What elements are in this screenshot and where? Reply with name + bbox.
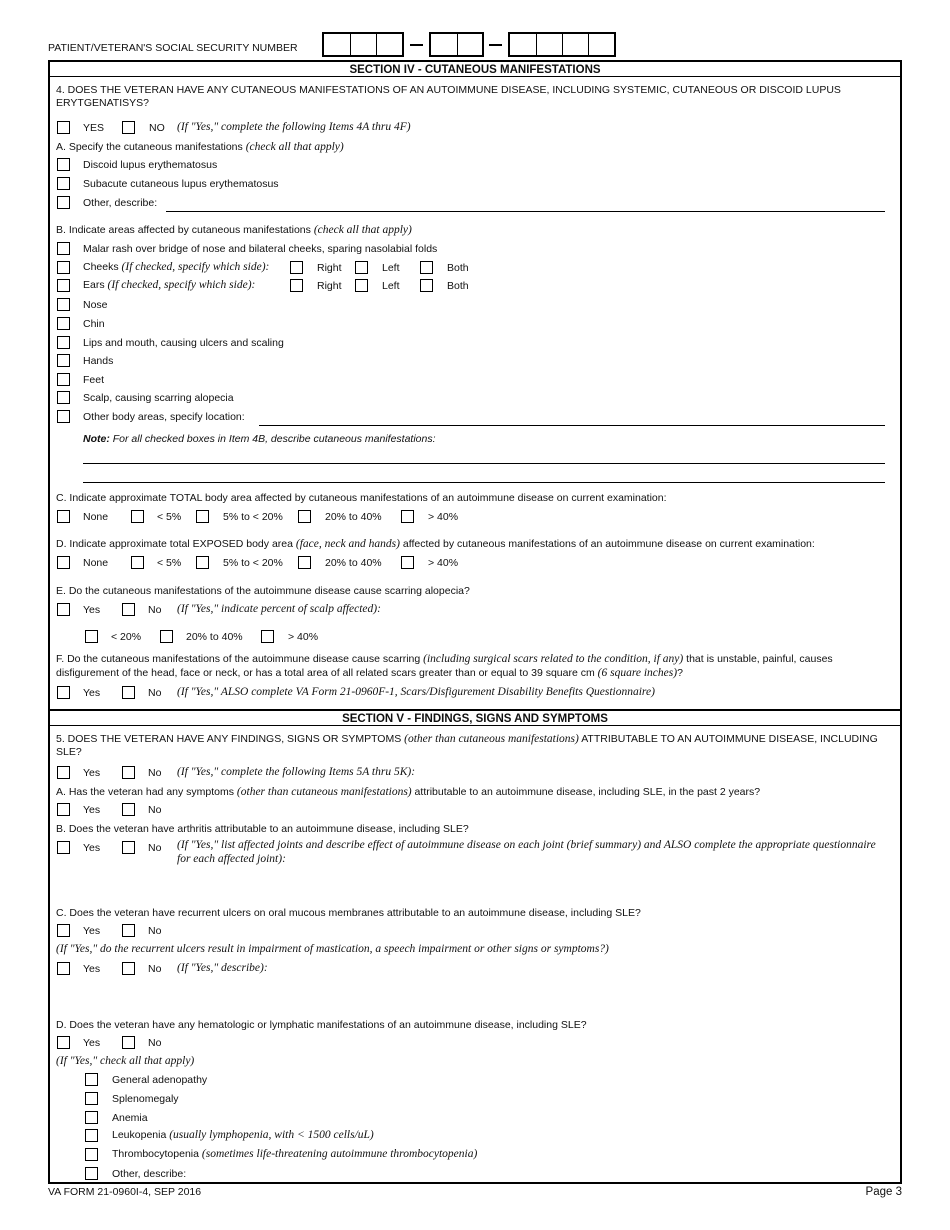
ears-left-checkbox[interactable]	[355, 279, 368, 292]
4a-discoid-checkbox[interactable]	[57, 158, 70, 171]
item-4e-label: E. Do the cutaneous manifestations of the autoimmune disease cause scarring alopecia?	[56, 585, 470, 597]
4b-chin-checkbox[interactable]	[57, 317, 70, 330]
5d-other-checkbox[interactable]	[85, 1167, 98, 1180]
5d-no-label: No	[148, 1037, 162, 1049]
q5-yes-label: Yes	[83, 767, 101, 779]
4c-gt40-label: > 40%	[428, 511, 459, 523]
4c-20to40-checkbox[interactable]	[298, 510, 311, 523]
4f-no-checkbox[interactable]	[122, 686, 135, 699]
4b-note: Note: For all checked boxes in Item 4B, describe cutaneous manifestations:	[83, 433, 436, 445]
item-5a-label: A. Has the veteran had any symptoms (other than cutaneous manifestations) attributable to an autoimmune disease, including SLE, in the past 2 years?	[56, 786, 761, 798]
4b-nose-label: Nose	[83, 299, 108, 311]
5b-instruction: (If "Yes," list affected joints and describe effect of autoimmune disease on each joint (brief summary) and ALSO complete the appropriate questionnaire for each affected joint):	[177, 839, 876, 865]
4a-other-describe-field[interactable]	[166, 211, 885, 212]
item-5c-label: C. Does the veteran have recurrent ulcers on oral mucous membranes attributable to an autoimmune disease, including SLE?	[56, 907, 641, 919]
5c-yes-checkbox[interactable]	[57, 924, 70, 937]
ears-right-checkbox[interactable]	[290, 279, 303, 292]
cheeks-left-checkbox[interactable]	[355, 261, 368, 274]
item-4c-label: C. Indicate approximate TOTAL body area affected by cutaneous manifestations of an autoimmune disease on current examination:	[56, 492, 667, 504]
ears-right-label: Right	[317, 280, 342, 292]
5c-describe-instruction: (If "Yes," describe):	[177, 962, 268, 974]
5d-no-checkbox[interactable]	[122, 1036, 135, 1049]
q4-yes-label: YES	[83, 122, 105, 134]
4b-lips-checkbox[interactable]	[57, 336, 70, 349]
5d-splenomegaly-checkbox[interactable]	[85, 1092, 98, 1105]
q5-no-label: No	[148, 767, 162, 779]
4d-lt5-checkbox[interactable]	[131, 556, 144, 569]
cheeks-both-label: Both	[447, 262, 469, 274]
4d-20to40-label: 20% to 40%	[325, 557, 382, 569]
question-4: 4. DOES THE VETERAN HAVE ANY CUTANEOUS MANIFESTATIONS OF AN AUTOIMMUNE DISEASE, INCLUDING SYSTEMIC, CUTANEOUS OR DISCOID LUPUS ERYTGENATISYS?	[56, 84, 841, 109]
4f-instruction: (If "Yes," ALSO complete VA Form 21-0960F-1, Scars/Disfigurement Disability Benefits Questionnaire)	[177, 686, 655, 698]
4f-no-label: No	[148, 687, 162, 699]
4b-feet-checkbox[interactable]	[57, 373, 70, 386]
section-5-title: SECTION V - FINDINGS, SIGNS AND SYMPTOMS	[48, 709, 902, 726]
4e-20to40-label: 20% to 40%	[186, 631, 243, 643]
page-number: Page 3	[865, 1186, 902, 1198]
cheeks-both-checkbox[interactable]	[420, 261, 433, 274]
5c-yes-label: Yes	[83, 925, 101, 937]
q5-no-checkbox[interactable]	[122, 766, 135, 779]
q5-yes-checkbox[interactable]	[57, 766, 70, 779]
5d-adenopathy-checkbox[interactable]	[85, 1073, 98, 1086]
5c-no-label: No	[148, 925, 162, 937]
5b-no-checkbox[interactable]	[122, 841, 135, 854]
4c-lt5-checkbox[interactable]	[131, 510, 144, 523]
q4-instruction: (If "Yes," complete the following Items 4A thru 4F)	[177, 121, 411, 133]
4a-subacute-label: Subacute cutaneous lupus erythematosus	[83, 178, 279, 190]
4b-feet-label: Feet	[83, 374, 105, 386]
4e-no-checkbox[interactable]	[122, 603, 135, 616]
q5-instruction: (If "Yes," complete the following Items 5A thru 5K):	[177, 766, 416, 778]
5c-sub-no-label: No	[148, 963, 162, 975]
item-4d-label: D. Indicate approximate total EXPOSED body area (face, neck and hands) affected by cutaneous manifestations of an autoimmune disease on current examination:	[56, 538, 815, 550]
4c-5to20-checkbox[interactable]	[196, 510, 209, 523]
5b-yes-label: Yes	[83, 842, 101, 854]
5c-sub-no-checkbox[interactable]	[122, 962, 135, 975]
4c-5to20-label: 5% to < 20%	[223, 511, 283, 523]
4a-other-label: Other, describe:	[83, 197, 158, 209]
4b-ears-checkbox[interactable]	[57, 279, 70, 292]
4e-yes-checkbox[interactable]	[57, 603, 70, 616]
5a-yes-label: Yes	[83, 804, 101, 816]
ssn-label: PATIENT/VETERAN'S SOCIAL SECURITY NUMBER	[48, 42, 298, 54]
4c-none-label: None	[83, 511, 109, 523]
5a-yes-checkbox[interactable]	[57, 803, 70, 816]
section-4-title: SECTION IV - CUTANEOUS MANIFESTATIONS	[48, 60, 902, 77]
5d-other-label: Other, describe:	[112, 1168, 187, 1180]
4e-gt40-checkbox[interactable]	[261, 630, 274, 643]
5a-no-label: No	[148, 804, 162, 816]
5d-thrombocytopenia-label: Thrombocytopenia (sometimes life-threatening autoimmune thrombocytopenia)	[112, 1148, 478, 1160]
4e-gt40-label: > 40%	[288, 631, 319, 643]
ears-left-label: Left	[382, 280, 400, 292]
5d-anemia-label: Anemia	[112, 1112, 148, 1124]
5d-sub-instruction: (If "Yes," check all that apply)	[56, 1055, 195, 1067]
4e-lt20-checkbox[interactable]	[85, 630, 98, 643]
item-5b-label: B. Does the veteran have arthritis attributable to an autoimmune disease, including SLE?	[56, 823, 469, 835]
4b-other-checkbox[interactable]	[57, 410, 70, 423]
4b-chin-label: Chin	[83, 318, 105, 330]
cheeks-right-label: Right	[317, 262, 342, 274]
5d-leukopenia-checkbox[interactable]	[85, 1129, 98, 1142]
4d-none-label: None	[83, 557, 109, 569]
cheeks-left-label: Left	[382, 262, 400, 274]
4b-malar-checkbox[interactable]	[57, 242, 70, 255]
ears-both-checkbox[interactable]	[420, 279, 433, 292]
ears-both-label: Both	[447, 280, 469, 292]
4b-describe-line-2[interactable]	[83, 482, 885, 483]
4d-5to20-checkbox[interactable]	[196, 556, 209, 569]
5d-yes-checkbox[interactable]	[57, 1036, 70, 1049]
item-5d-label: D. Does the veteran have any hematologic or lymphatic manifestations of an autoimmune disease, including SLE?	[56, 1019, 587, 1031]
4a-other-checkbox[interactable]	[57, 196, 70, 209]
4e-20to40-checkbox[interactable]	[160, 630, 173, 643]
4a-discoid-label: Discoid lupus erythematosus	[83, 159, 218, 171]
4f-yes-checkbox[interactable]	[57, 686, 70, 699]
5d-thrombocytopenia-checkbox[interactable]	[85, 1148, 98, 1161]
ssn-field-part3[interactable]	[508, 32, 616, 57]
4b-cheeks-label: Cheeks (If checked, specify which side):	[83, 261, 270, 273]
ssn-dash	[489, 44, 502, 46]
4c-none-checkbox[interactable]	[57, 510, 70, 523]
5a-no-checkbox[interactable]	[122, 803, 135, 816]
4d-gt40-checkbox[interactable]	[401, 556, 414, 569]
q4-yes-checkbox[interactable]	[57, 121, 70, 134]
4c-20to40-label: 20% to 40%	[325, 511, 382, 523]
ssn-dash	[410, 44, 423, 46]
4f-yes-label: Yes	[83, 687, 101, 699]
4a-subacute-checkbox[interactable]	[57, 177, 70, 190]
4e-no-label: No	[148, 604, 162, 616]
4c-gt40-checkbox[interactable]	[401, 510, 414, 523]
4b-hands-checkbox[interactable]	[57, 354, 70, 367]
4d-20to40-checkbox[interactable]	[298, 556, 311, 569]
5b-yes-checkbox[interactable]	[57, 841, 70, 854]
4e-yes-label: Yes	[83, 604, 101, 616]
4b-scalp-label: Scalp, causing scarring alopecia	[83, 392, 234, 404]
5c-sub-yes-label: Yes	[83, 963, 101, 975]
5d-yes-label: Yes	[83, 1037, 101, 1049]
5d-splenomegaly-label: Splenomegaly	[112, 1093, 179, 1105]
5c-sub-yes-checkbox[interactable]	[57, 962, 70, 975]
4b-describe-line-1[interactable]	[83, 463, 885, 464]
item-4f-label: F. Do the cutaneous manifestations of the autoimmune disease cause scarring (including surgical scars related to the condition, if any) that is unstable, painful, causes disfigurement of the head, face or neck, or has a total area of all related scars greater than or equal to 39 square cm (6 square inches)?	[56, 653, 833, 679]
cheeks-right-checkbox[interactable]	[290, 261, 303, 274]
q4-no-checkbox[interactable]	[122, 121, 135, 134]
5d-anemia-checkbox[interactable]	[85, 1111, 98, 1124]
5d-adenopathy-label: General adenopathy	[112, 1074, 208, 1086]
4e-instruction: (If "Yes," indicate percent of scalp affected):	[177, 603, 381, 615]
item-4b-label: B. Indicate areas affected by cutaneous manifestations (check all that apply)	[56, 224, 412, 236]
5c-no-checkbox[interactable]	[122, 924, 135, 937]
4b-hands-label: Hands	[83, 355, 114, 367]
4b-lips-label: Lips and mouth, causing ulcers and scaling	[83, 337, 284, 349]
q4-no-label: NO	[149, 122, 165, 134]
4e-lt20-label: < 20%	[111, 631, 142, 643]
5c-sub-question: (If "Yes," do the recurrent ulcers result in impairment of mastication, a speech impairment or other signs or symptoms?)	[56, 943, 609, 955]
4b-ears-label: Ears (If checked, specify which side):	[83, 279, 256, 291]
question-5: 5. DOES THE VETERAN HAVE ANY FINDINGS, SIGNS OR SYMPTOMS (other than cutaneous manifestations) ATTRIBUTABLE TO AN AUTOIMMUNE DISEASE, INCLUDING SLE?	[56, 733, 878, 758]
item-4a-label: A. Specify the cutaneous manifestations (check all that apply)	[56, 141, 344, 153]
4b-nose-checkbox[interactable]	[57, 298, 70, 311]
4c-lt5-label: < 5%	[157, 511, 182, 523]
4d-5to20-label: 5% to < 20%	[223, 557, 283, 569]
4b-scalp-checkbox[interactable]	[57, 391, 70, 404]
4d-none-checkbox[interactable]	[57, 556, 70, 569]
4b-malar-label: Malar rash over bridge of nose and bilateral cheeks, sparing nasolabial folds	[83, 243, 438, 255]
4b-other-location-field[interactable]	[259, 425, 885, 426]
ssn-field-part1[interactable]	[322, 32, 404, 57]
form-identifier: VA FORM 21-0960I-4, SEP 2016	[48, 1186, 202, 1198]
4d-lt5-label: < 5%	[157, 557, 182, 569]
4d-gt40-label: > 40%	[428, 557, 459, 569]
5b-no-label: No	[148, 842, 162, 854]
ssn-field-part2[interactable]	[429, 32, 484, 57]
4b-other-label: Other body areas, specify location:	[83, 411, 245, 423]
5d-leukopenia-label: Leukopenia (usually lymphopenia, with < 1500 cells/uL)	[112, 1129, 374, 1141]
4b-cheeks-checkbox[interactable]	[57, 261, 70, 274]
